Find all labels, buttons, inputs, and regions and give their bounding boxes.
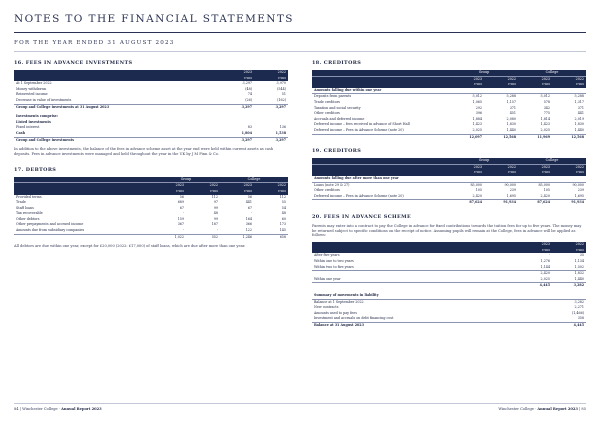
- note17-table: [14, 177, 288, 241]
- row-value: 2,080: [506, 116, 516, 121]
- footer-left: 84 | Winchester College · Annual Report 2023: [14, 407, 102, 411]
- row-value: (48): [245, 86, 252, 91]
- row-value: 239: [509, 188, 516, 193]
- row-value: 3,970: [276, 81, 286, 86]
- row-value: 87,624: [450, 200, 484, 206]
- row-label: [14, 234, 152, 240]
- row-value: 5,288: [506, 94, 516, 99]
- row-value: 1,830: [574, 122, 584, 127]
- note19-unit-3: £'000: [552, 170, 586, 176]
- row-label: Trade: [16, 200, 26, 205]
- row-value: 159: [177, 216, 184, 221]
- row-value: 55: [281, 200, 286, 205]
- row-value: 74: [247, 92, 252, 97]
- note17-group-1: College: [220, 177, 288, 183]
- row-value: 90,000: [572, 182, 584, 187]
- row-value: 3,297: [254, 104, 288, 110]
- row-value: 1,440: [506, 127, 516, 132]
- row-label: Other prepayments and accrued income: [16, 222, 84, 227]
- row-value: 173: [279, 222, 286, 227]
- note20-unit-0: £'000: [518, 248, 552, 254]
- note18-year-1: 2022: [484, 76, 518, 82]
- row-value: [518, 322, 552, 328]
- note18-group-1: College: [518, 70, 586, 76]
- row-value: -: [182, 211, 184, 216]
- note17-unit-2: £'000: [220, 189, 254, 195]
- footer-right-text: Winchester College: [498, 407, 534, 411]
- row-value: 1,144: [540, 264, 550, 269]
- note17-year-3: 2022: [254, 183, 288, 189]
- row-value: (26): [245, 97, 252, 102]
- note18-section: Amounts falling due within one year: [312, 88, 586, 94]
- note16-unit-0: £'000: [220, 76, 254, 82]
- row-value: 3,282: [574, 299, 584, 304]
- note19-title: 19. CREDITORS: [312, 148, 362, 155]
- note19-table: [312, 158, 586, 206]
- row-value: 1,065: [472, 99, 482, 104]
- row-value: 87,624: [518, 200, 552, 206]
- row-value: 5,012: [540, 94, 550, 99]
- row-value: 396: [475, 111, 482, 116]
- note18-year-0: 2023: [450, 76, 484, 82]
- footer-left-text: Winchester College: [22, 407, 58, 411]
- row-value: 164: [245, 216, 252, 221]
- row-value: -: [216, 228, 218, 233]
- row-label: Accruals and deferred income: [314, 116, 365, 121]
- row-value: 2,420: [518, 271, 552, 277]
- note18-year-3: 2022: [552, 76, 586, 82]
- note17-year-0: 2023: [152, 183, 186, 189]
- note17-year-1: 2022: [186, 183, 220, 189]
- note16-unit-1: £'000: [254, 76, 288, 82]
- row-label: After five years: [314, 253, 340, 258]
- row-value: 578: [543, 99, 550, 104]
- note20-body: [312, 253, 586, 289]
- note18-unit-0: £'000: [450, 82, 484, 88]
- row-value: 99: [213, 205, 218, 210]
- row-value: 2,025: [540, 276, 550, 281]
- row-value: 4,445: [552, 322, 586, 328]
- row-label: Group and College investments at 31 August 2023: [14, 104, 220, 110]
- row-label: Balance at 1 September 2022: [314, 299, 364, 304]
- note18-body: [312, 94, 586, 140]
- note19-section: Amounts falling due after more than one year: [312, 176, 586, 182]
- row-value: -: [250, 211, 252, 216]
- row-value: 56: [247, 194, 252, 199]
- note19-body: [312, 182, 586, 206]
- row-value: 1,157: [506, 99, 516, 104]
- note18-group-0: Group: [450, 70, 518, 76]
- row-value: 2,025: [540, 127, 550, 132]
- row-value: 1,538: [275, 130, 286, 135]
- note16-year-1: 2022: [254, 70, 288, 76]
- row-label: At 1 September 2022: [16, 81, 52, 86]
- row-label: Reinvested income: [16, 92, 48, 97]
- row-value: 367: [177, 222, 184, 227]
- row-value: (1,466): [571, 310, 584, 315]
- note17-unit-0: £'000: [152, 189, 186, 195]
- note19-unit-1: £'000: [484, 170, 518, 176]
- row-label: Staff loans: [16, 205, 34, 210]
- row-value: 1,884: [472, 116, 482, 121]
- note17-group-0: Group: [152, 177, 220, 183]
- row-value: 1,423: [472, 122, 482, 127]
- row-value: 3,297: [242, 81, 252, 86]
- row-value: 51: [281, 92, 286, 97]
- table-row: [312, 134, 586, 140]
- note20-year-0: 2023: [518, 242, 552, 248]
- row-label: Fixed interest: [16, 125, 40, 130]
- note19-year-2: 2023: [518, 164, 552, 170]
- note20-table: [312, 242, 586, 328]
- row-value: 60: [281, 216, 286, 221]
- row-value: 91,934: [552, 200, 586, 206]
- note19-unit-0: £'000: [450, 170, 484, 176]
- note16-text: In addition to the above investments, the balance of the fees in advance scheme asset at the year end were held within current assets as cash deposits. Fees in advance investments were managed and held throughout the year in the UK by J M Finn & Co.: [14, 147, 274, 156]
- row-value: 85,000: [538, 182, 550, 187]
- note18-unit-1: £'000: [484, 82, 518, 88]
- footer-right: Winchester College · Annual Report 2023 | 85: [498, 407, 586, 411]
- row-value: 97: [213, 200, 218, 205]
- row-value: 3,297: [220, 137, 254, 143]
- row-value: 1,814: [540, 116, 550, 121]
- row-label: Other debtors: [16, 216, 40, 221]
- row-value: 1,804: [241, 130, 252, 135]
- footer-left-report: Annual Report 2023: [61, 407, 102, 411]
- row-value: -: [182, 228, 184, 233]
- row-label: Investments comprise:: [16, 114, 59, 119]
- row-value: 1,832: [552, 271, 586, 277]
- left-column: [14, 60, 288, 253]
- note16-title: 16. FEES IN ADVANCE INVESTMENTS: [14, 60, 133, 66]
- note17-text: All debtors are due within one year, except for £20,000 (2022: £17,000) of staff loans, which are due after more than one year.: [14, 244, 246, 249]
- row-label: [312, 134, 450, 140]
- row-value: 5,288: [574, 94, 584, 99]
- footer-rule: [14, 403, 586, 404]
- row-value: 658: [254, 234, 288, 240]
- note18-title: 18. CREDITORS: [312, 60, 362, 66]
- row-value: 145: [279, 228, 286, 233]
- row-value: 48: [213, 211, 218, 216]
- row-value: 775: [543, 111, 550, 116]
- row-value: 342: [543, 105, 550, 110]
- row-value: 91,934: [484, 200, 518, 206]
- row-value: 105: [475, 188, 482, 193]
- row-value: 3,297: [220, 104, 254, 110]
- row-value: (162): [277, 97, 286, 102]
- row-value: 1,423: [540, 122, 550, 127]
- row-value: -: [548, 253, 550, 258]
- row-value: 1,134: [574, 259, 584, 264]
- note19-group-1: College: [518, 158, 586, 164]
- row-label: Listed investments: [16, 119, 51, 124]
- right-column: [312, 60, 586, 329]
- row-value: 1,317: [574, 99, 584, 104]
- row-label: Deferred income – fees received in advance of Short Hall: [314, 122, 410, 127]
- row-value: 366: [245, 222, 252, 227]
- row-value: 112: [211, 194, 218, 199]
- row-value: 1,022: [152, 234, 186, 240]
- note16-year-0: 2023: [220, 70, 254, 76]
- row-value: 1,440: [574, 127, 584, 132]
- row-value: 187: [211, 222, 218, 227]
- note16-table: [14, 70, 288, 143]
- row-value: 11,969: [518, 134, 552, 140]
- row-value: 358: [577, 316, 584, 321]
- row-label: Within two to five years: [314, 264, 354, 269]
- row-label: Investment and accruals on debt financing cost: [314, 316, 394, 321]
- note17-unit-1: £'000: [186, 189, 220, 195]
- row-value: 90,000: [504, 182, 516, 187]
- row-value: 136: [279, 125, 286, 130]
- note18-unit-2: £'000: [518, 82, 552, 88]
- row-label: Amounts due from subsidiary companies: [16, 228, 85, 233]
- note18-year-2: 2023: [518, 76, 552, 82]
- row-value: 371: [577, 105, 584, 110]
- row-value: 85,000: [470, 182, 482, 187]
- row-value: 441: [577, 111, 584, 116]
- row-value: 67: [247, 205, 252, 210]
- page-title: NOTES TO THE FINANCIAL STATEMENTS: [14, 13, 294, 25]
- table-row: [312, 200, 586, 206]
- row-value: 2,025: [472, 127, 482, 132]
- row-label: Deferred income – Fees in Advance Scheme (note 20): [314, 193, 404, 198]
- row-label: Within one year: [314, 276, 341, 281]
- row-value: 5,012: [472, 94, 482, 99]
- table-row: [14, 234, 288, 240]
- row-value: 1,695: [506, 193, 516, 198]
- row-value: 292: [475, 105, 482, 110]
- note19-group-0: Group: [450, 158, 518, 164]
- row-label: Provided terms: [16, 194, 42, 199]
- row-value: 35: [579, 253, 584, 258]
- row-label: Money withdrawn: [16, 86, 47, 91]
- row-label: Tax recoverable: [16, 211, 43, 216]
- row-label: Deferred income – Fees in Advance Scheme (note 20): [314, 127, 404, 132]
- row-value: 1,830: [506, 122, 516, 127]
- row-value: 1,502: [574, 264, 584, 269]
- row-value: 371: [509, 105, 516, 110]
- row-value: 99: [213, 216, 218, 221]
- row-value: 3,297: [254, 137, 288, 143]
- table-row: [14, 137, 288, 143]
- note20-year-1: 2022: [552, 242, 586, 248]
- row-value: 54: [281, 205, 286, 210]
- row-value: 56: [179, 194, 184, 199]
- row-value: 1,246: [220, 234, 254, 240]
- row-value: 12,097: [450, 134, 484, 140]
- row-value: 67: [179, 205, 184, 210]
- row-label: Other creditors: [314, 111, 340, 116]
- row-value: 48: [281, 211, 286, 216]
- page-subtitle: FOR THE YEAR ENDED 31 AUGUST 2023: [14, 40, 175, 46]
- row-value: (544): [277, 86, 286, 91]
- title-rule: [14, 32, 586, 33]
- row-label: Other creditors: [314, 188, 340, 193]
- row-label: Amounts used to pay fees: [314, 310, 357, 315]
- note19-unit-2: £'000: [518, 170, 552, 176]
- row-value: 1,695: [574, 193, 584, 198]
- note20-text: Parents may enter into a contract to pay the College in advance for fixed contributions towards the tuition fees for up to five years. The money may be returned subject to specific conditions on the receipt of notice. Assuming pupils will remain at the College, fees in advance will be applied as follows:: [312, 223, 582, 238]
- note20-title: 20. FEES IN ADVANCE SCHEME: [312, 213, 412, 220]
- row-value: 83: [247, 125, 252, 130]
- note17-year-2: 2023: [220, 183, 254, 189]
- row-value: 12,568: [552, 134, 586, 140]
- row-label: New contracts: [314, 305, 339, 310]
- note19-year-3: 2022: [552, 164, 586, 170]
- row-value: 2,420: [540, 193, 550, 198]
- note16-body: [14, 81, 288, 143]
- row-value: 112: [279, 194, 286, 199]
- row-value: 1,276: [540, 259, 550, 264]
- note20-movement-title: Summary of movements in liability: [312, 293, 586, 299]
- row-value: 451: [509, 111, 516, 116]
- row-value: 2,019: [574, 116, 584, 121]
- row-value: 689: [177, 200, 184, 205]
- row-label: Taxation and social security: [314, 105, 361, 110]
- row-label: [312, 200, 450, 206]
- note18-unit-3: £'000: [552, 82, 586, 88]
- footer-right-page: 85: [581, 407, 586, 411]
- row-value: 3,282: [552, 283, 586, 289]
- note19-year-0: 2023: [450, 164, 484, 170]
- note20-movement-body: [312, 299, 586, 328]
- row-value: 2,420: [472, 193, 482, 198]
- row-value: 12,568: [484, 134, 518, 140]
- row-label: Deposits from parents: [314, 94, 352, 99]
- row-label: Trade creditors: [314, 99, 340, 104]
- row-value: 4,445: [518, 283, 552, 289]
- row-label: Group and College investments: [14, 137, 220, 143]
- row-label: Decrease in value of investments: [16, 97, 72, 102]
- row-label: Loans (note 29 & 27): [314, 182, 350, 187]
- note17-unit-3: £'000: [254, 189, 288, 195]
- note18-table: [312, 70, 586, 140]
- row-value: 122: [245, 228, 252, 233]
- row-value: 2,271: [574, 305, 584, 310]
- row-value: 1,440: [574, 276, 584, 281]
- row-value: 441: [245, 200, 252, 205]
- footer-left-page: 84: [14, 407, 19, 411]
- row-label: Within one to two years: [314, 259, 354, 264]
- note19-year-1: 2022: [484, 164, 518, 170]
- row-value: 239: [577, 188, 584, 193]
- note17-title: 17. DEBTORS: [14, 166, 57, 173]
- note20-unit-1: £'000: [552, 248, 586, 254]
- footer-right-report: Annual Report 2023: [537, 407, 578, 411]
- row-label: Cash: [16, 130, 26, 135]
- row-value: 552: [186, 234, 220, 240]
- row-value: 105: [543, 188, 550, 193]
- row-label: Balance at 31 August 2023: [312, 322, 518, 328]
- table-row: [312, 322, 586, 328]
- note17-body: [14, 195, 288, 241]
- subtitle-rule: [14, 51, 586, 52]
